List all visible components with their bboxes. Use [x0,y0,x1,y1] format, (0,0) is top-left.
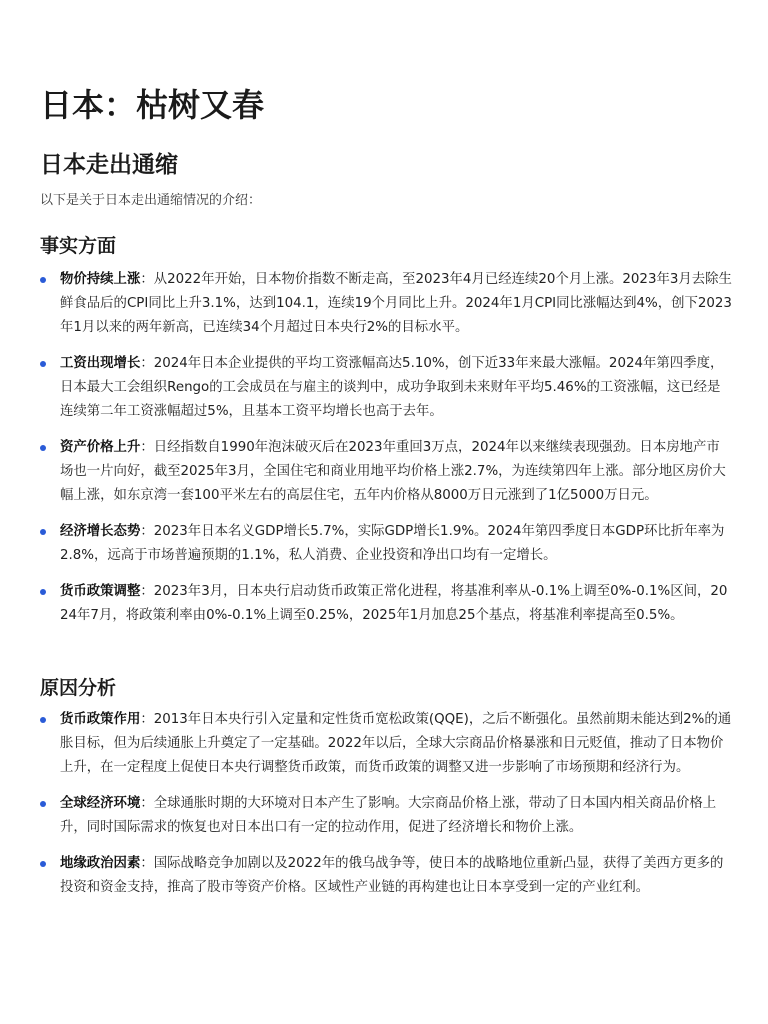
item-text: ：2013年日本央行引入定量和定性货币宽松政策(QQE)，之后不断强化。虽然前期未能达到2%的通胀目标，但为后续通胀上升奠定了一定基础。2022年以后，全球大宗商品价格暴涨和日元贬值，推动了日本物价上升，在一定程度上促使日本央行调整货币政策，而货币政策的调整又进一步影响了市场预期和经济行为。 [60,712,732,775]
item-text: ：全球通胀时期的大环境对日本产生了影响。大宗商品价格上涨，带动了日本国内相关商品价格上升，同时国际需求的恢复也对日本出口有一定的拉动作用，促进了经济增长和物价上涨。 [60,796,717,835]
item-text: ：2024年日本企业提供的平均工资涨幅高达5.10%，创下近33年来最大涨幅。2024年第四季度，日本最大工会组织Rengo的工会成员在与雇主的谈判中，成功争取到未来财年平均5.46%的工资涨幅，这已经是连续第二年工资涨幅超过5%，且基本工资平均增长也高于去年。 [60,356,724,419]
list-item [40,708,732,780]
list-item [40,436,732,508]
item-text: ：国际战略竞争加剧以及2022年的俄乌战争等，使日本的战略地位重新凸显，获得了美西方更多的投资和资金支持，推高了股市等资产价格。区域性产业链的再构建也让日本享受到一定的产业红利。 [60,856,724,895]
list-item [40,792,732,840]
list-item [40,520,732,568]
bullet-dot-icon [40,277,46,283]
item-term: 货币政策作用 [60,712,141,727]
bullet-dot-icon [40,589,46,595]
item-term: 工资出现增长 [60,356,141,371]
reasons-list [40,708,732,912]
item-term: 地缘政治因素 [60,856,141,871]
bullet-dot-icon [40,861,46,867]
list-item [40,268,732,340]
list-item [40,852,732,900]
bullet-dot-icon [40,801,46,807]
section-heading: 日本走出通缩 [40,152,178,178]
item-text: ：从2022年开始，日本物价指数不断走高，至2023年4月已经连续20个月上涨。2023年3月去除生鲜食品后的CPI同比上升3.1%，达到104.1，连续19个月同比上升。2024年1月CPI同比涨幅达到4%，创下2023年1月以来的两年新高，已连续34个月超过日本央行2%的目标水平。 [60,272,732,335]
item-text: ：日经指数自1990年泡沫破灭后在2023年重回3万点，2024年以来继续表现强劲。日本房地产市场也一片向好，截至2025年3月，全国住宅和商业用地平均价格上涨2.7%，为连续第四年上涨。部分地区房价大幅上涨，如东京湾一套100平米左右的高层住宅，五年内价格从8000万日元涨到了1亿5000万日元。 [60,440,726,503]
item-text: ：2023年3月，日本央行启动货币政策正常化进程，将基准利率从-0.1%上调至0%-0.1%区间，2024年7月，将政策利率由0%-0.1%上调至0.25%，2025年1月加息25个基点，将基准利率提高至0.5%。 [60,584,728,623]
reasons-heading: 原因分析 [40,677,117,699]
bullet-dot-icon [40,445,46,451]
facts-list [40,268,732,640]
bullet-dot-icon [40,717,46,723]
page-title: 日本：枯树又春 [40,86,265,124]
section-intro: 以下是关于日本走出通缩情况的介绍： [40,193,262,208]
item-term: 经济增长态势 [60,524,141,539]
item-term: 物价持续上涨 [60,272,141,287]
item-term: 货币政策调整 [60,584,141,599]
bullet-dot-icon [40,361,46,367]
item-term: 资产价格上升 [60,440,141,455]
item-term: 全球经济环境 [60,796,141,811]
list-item [40,352,732,424]
list-item [40,580,732,628]
item-text: ：2023年日本名义GDP增长5.7%，实际GDP增长1.9%。2024年第四季度日本GDP环比折年率为2.8%，远高于市场普遍预期的1.1%，私人消费、企业投资和净出口均有一定增长。 [60,524,725,563]
bullet-dot-icon [40,529,46,535]
facts-heading: 事实方面 [40,235,117,257]
